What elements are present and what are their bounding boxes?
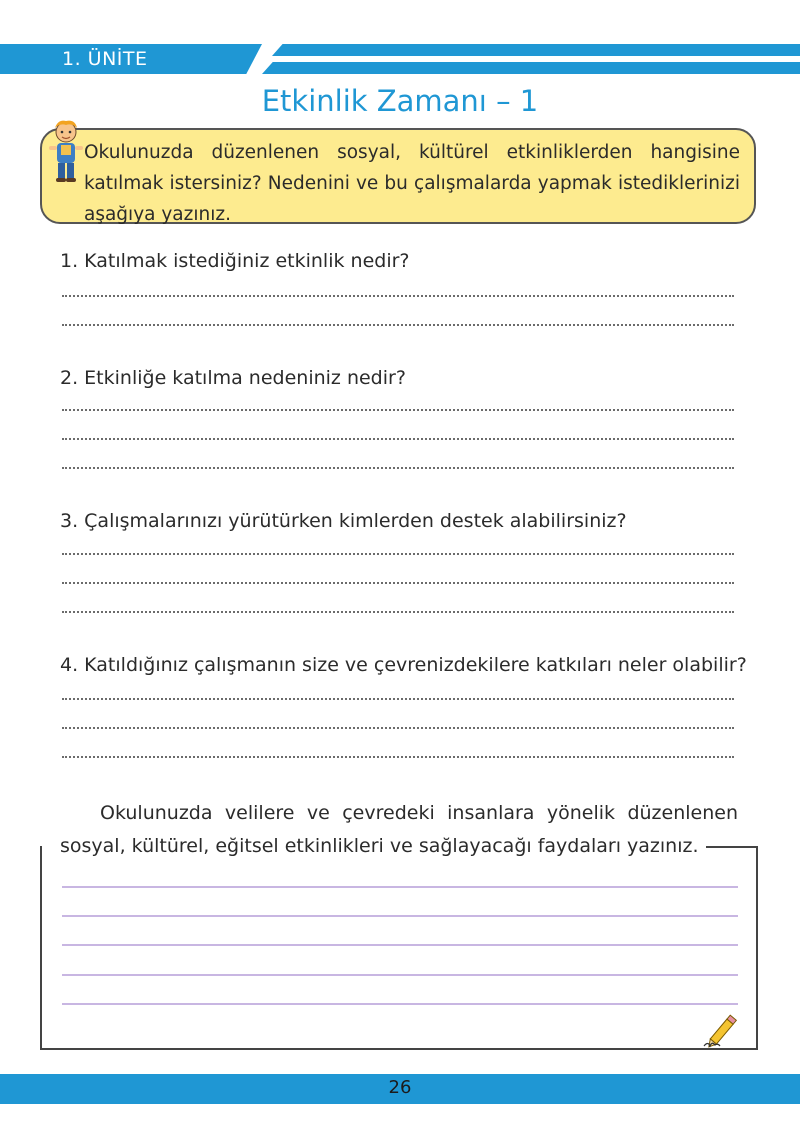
page-number: 26 <box>388 1077 412 1098</box>
answer-line-1a[interactable] <box>62 295 734 297</box>
unit-label: 1. ÜNİTE <box>62 48 148 70</box>
writing-frame-corner <box>706 846 758 848</box>
final-task-text: Okulunuzda velilere ve çevredeki insanlara yönelik düzenlenen sosyal, kültürel, eğitsel etkinlikleri ve sağlayacağı faydaları yazınız. <box>60 802 738 857</box>
child-figure-icon <box>44 118 88 192</box>
writing-frame <box>40 846 758 1050</box>
question-2: 2. Etkinliğe katılma nedeniniz nedir? <box>60 367 406 389</box>
pencil-icon <box>700 1010 746 1050</box>
answer-line-2c[interactable] <box>62 467 734 469</box>
answer-line-3a[interactable] <box>62 553 734 555</box>
writing-line-1[interactable] <box>62 886 738 888</box>
answer-line-4c[interactable] <box>62 756 734 758</box>
header-stripe-top <box>272 44 800 56</box>
question-3: 3. Çalışmalarınızı yürütürken kimlerden destek alabilirsiniz? <box>60 510 627 532</box>
answer-line-4b[interactable] <box>62 727 734 729</box>
answer-line-2b[interactable] <box>62 438 734 440</box>
writing-line-4[interactable] <box>62 974 738 976</box>
answer-line-3b[interactable] <box>62 582 734 584</box>
question-4: 4. Katıldığınız çalışmanın size ve çevrenizdekilere katkıları neler olabilir? <box>60 654 747 676</box>
writing-line-2[interactable] <box>62 915 738 917</box>
page-title: Etkinlik Zamanı – 1 <box>261 84 539 118</box>
answer-line-1b[interactable] <box>62 324 734 326</box>
answer-line-4a[interactable] <box>62 698 734 700</box>
answer-line-3c[interactable] <box>62 611 734 613</box>
answer-line-2a[interactable] <box>62 409 734 411</box>
writing-line-5[interactable] <box>62 1003 738 1005</box>
writing-line-3[interactable] <box>62 944 738 946</box>
instruction-text: Okulunuzda düzenlenen sosyal, kültürel etkinliklerden hangisine katılmak istersiniz? Nedenini ve bu çalışmalarda yapmak istediklerinizi aşağıya yazınız. <box>84 142 740 225</box>
question-1: 1. Katılmak istediğiniz etkinlik nedir? <box>60 250 410 272</box>
header-stripe-bottom <box>262 62 800 74</box>
